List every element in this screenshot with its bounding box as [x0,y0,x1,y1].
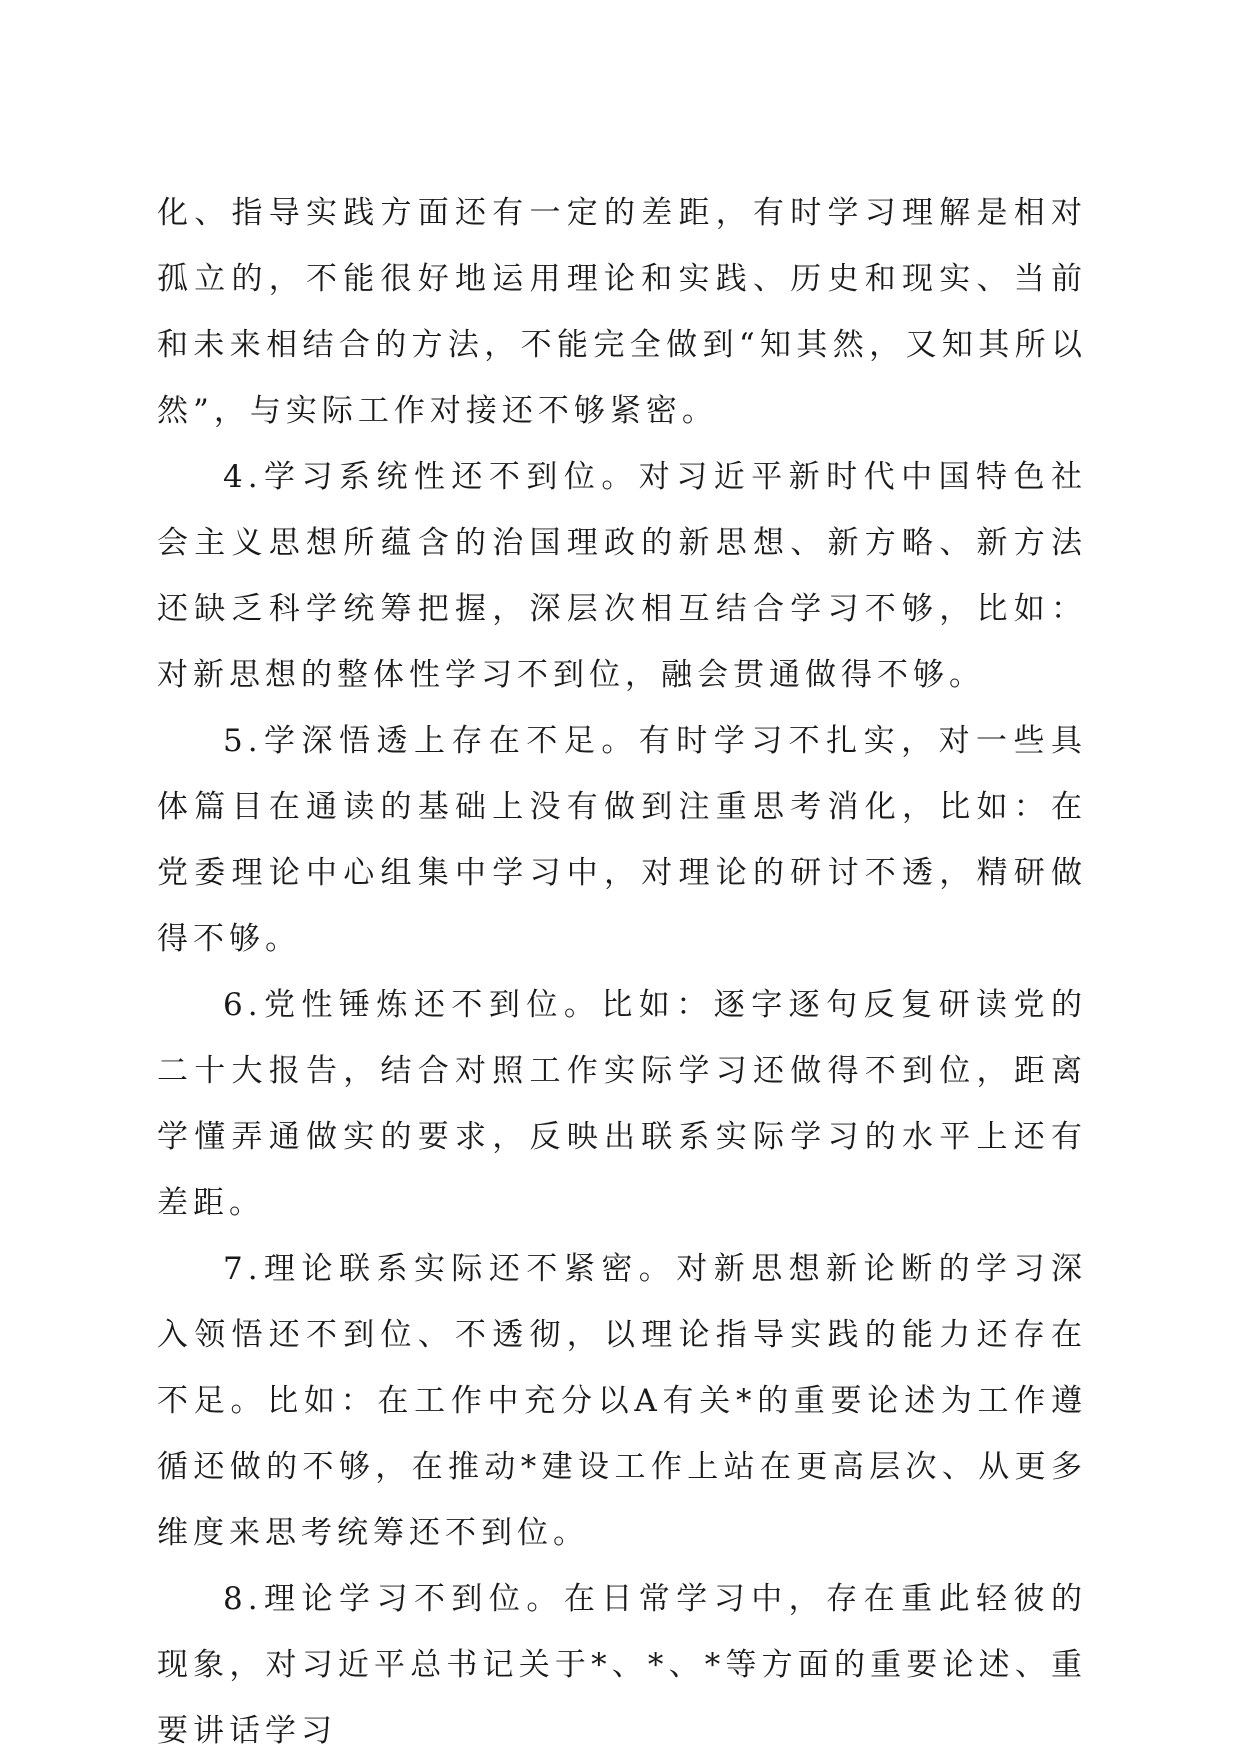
document-body [157,180,1087,1764]
paragraph-item-7: 7.理论联系实际还不紧密。对新思想新论断的学习深入领悟还不到位、不透彻，以理论指导实践的能力还存在不足。比如：在工作中充分以A有关*的重要论述为工作遵循还做的不够，在推动*建设工作上站在更高层次、从更多维度来思考统筹还不到位。 [157,1251,1087,1551]
paragraph-item-8: 8.理论学习不到位。在日常学习中，存在重此轻彼的现象，对习近平总书记关于*、*、*等方面的重要论述、重要讲话学习 [157,1581,1087,1749]
paragraph-item-4: 4.学习系统性还不到位。对习近平新时代中国特色社会主义思想所蕴含的治国理政的新思想、新方略、新方法还缺乏科学统筹把握，深层次相互结合学习不够，比如：对新思想的整体性学习不到位，融会贯通做得不够。 [157,459,1087,693]
paragraph-item-6: 6.党性锤炼还不到位。比如：逐字逐句反复研读党的二十大报告，结合对照工作实际学习还做得不到位，距离学懂弄通做实的要求，反映出联系实际学习的水平上还有差距。 [157,987,1087,1221]
paragraph-item-5: 5.学深悟透上存在不足。有时学习不扎实，对一些具体篇目在通读的基础上没有做到注重思考消化，比如：在党委理论中心组集中学习中，对理论的研讨不透，精研做得不够。 [157,723,1087,957]
paragraph-continuation: 化、指导实践方面还有一定的差距，有时学习理解是相对孤立的，不能很好地运用理论和实践、历史和现实、当前和未来相结合的方法，不能完全做到“知其然，又知其所以然”，与实际工作对接还不够紧密。 [157,195,1087,429]
